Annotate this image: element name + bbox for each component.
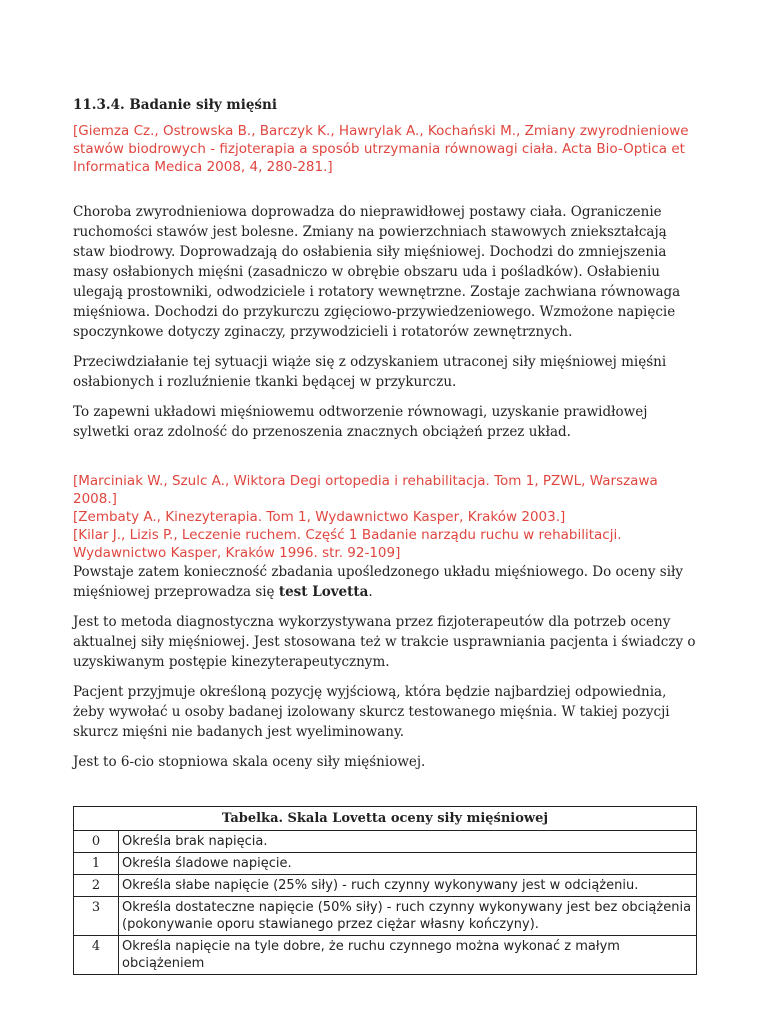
table-row [74, 831, 697, 853]
paragraph-4-end: . [368, 584, 373, 600]
grade-cell: 1 [74, 853, 119, 875]
grade-cell: 2 [74, 875, 119, 897]
citation-block-1 [73, 122, 698, 176]
paragraph-3: To zapewni układowi mięśniowemu odtworzenie równowagi, uzyskanie prawidłowej sylwetki oraz zdolność do przenoszenia znacznych obciążeń przez układ. [73, 404, 648, 440]
section-heading: 11.3.4. Badanie siły mięśni [73, 97, 277, 113]
document-page [73, 96, 698, 975]
grade-cell: 4 [74, 936, 119, 975]
table-row [74, 853, 697, 875]
citation-zembaty: [Zembaty A., Kinezyterapia. Tom 1, Wydawnictwo Kasper, Kraków 2003.] [73, 509, 566, 525]
test-lovetta-term: test Lovetta [278, 584, 369, 600]
paragraph-1: Choroba zwyrodnieniowa doprowadza do nieprawidłowej postawy ciała. Ograniczenie ruchomości stawów jest bolesne. Zmiany na powierzchniach stawowych zniekształcają staw biodrowy. Doprowadzają do osłabienia siły mięśniowej. Dochodzi do zmniejszenia masy osłabionych mięśni (zasadniczo w obrębie obszaru uda i pośladków). Osłabieniu ulegają prostowniki, odwodziciele i rotatory wewnętrzne. Zostaje zachwiana równowaga mięśniowa. Dochodzi do przykurczu zgięciowo-przywiedzeniowego. Wzmożone napięcie spoczynkowe dotyczy zginaczy, przywodzicieli i rotatorów zewnętrznych. [73, 204, 681, 340]
description-cell: Określa brak napięcia. [119, 831, 697, 853]
table-caption: Tabelka. Skala Lovetta oceny siły mięśniowej [74, 807, 697, 831]
description-cell: Określa śladowe napięcie. [119, 853, 697, 875]
citation-block-2 [73, 472, 698, 562]
table-row [74, 875, 697, 897]
citation-marciniak: [Marciniak W., Szulc A., Wiktora Degi ortopedia i rehabilitacja. Tom 1, PZWL, Warszawa 2008.] [73, 473, 658, 507]
citation-giemza: [Giemza Cz., Ostrowska B., Barczyk K., Hawrylak A., Kochański M., Zmiany zwyrodnieniowe stawów biodrowych - fizjoterapia a sposób utrzymania równowagi ciała. Acta Bio-Optica et Informatica Medica 2008, 4, 280-281.] [73, 123, 689, 175]
description-cell: Określa dostateczne napięcie (50% siły) - ruch czynny wykonywany jest bez obciążenia (pokonywanie oporu stawianego przez ciężar własny kończyny). [119, 897, 697, 936]
paragraph-7: Jest to 6-cio stopniowa skala oceny siły mięśniowej. [73, 754, 426, 770]
paragraph-5: Jest to metoda diagnostyczna wykorzystywana przez fizjoterapeutów dla potrzeb oceny aktualnej siły mięśniowej. Jest stosowana też w trakcie usprawniania pacjenta i świadczy o uzyskiwanym postępie kinezyterapeutycznym. [73, 614, 696, 670]
table-header-row [74, 807, 697, 831]
grade-cell: 3 [74, 897, 119, 936]
citation-kilar: [Kilar J., Lizis P., Leczenie ruchem. Część 1 Badanie narządu ruchu w rehabilitacji. Wydawnictwo Kasper, Kraków 1996. str. 92-109] [73, 527, 622, 561]
lovett-scale-table [73, 806, 697, 975]
paragraph-4 [73, 562, 698, 602]
paragraph-4-text: Powstaje zatem konieczność zbadania upośledzonego układu mięśniowego. Do oceny siły mięśniowej przeprowadza się [73, 564, 684, 600]
grade-cell: 0 [74, 831, 119, 853]
table-row [74, 936, 697, 975]
description-cell: Określa słabe napięcie (25% siły) - ruch czynny wykonywany jest w odciążeniu. [119, 875, 697, 897]
paragraph-6: Pacjent przyjmuje określoną pozycję wyjściową, która będzie najbardziej odpowiednia, żeby wywołać u osoby badanej izolowany skurcz testowanego mięśnia. W takiej pozycji skurcz mięśni nie badanych jest wyeliminowany. [73, 684, 670, 740]
table-row [74, 897, 697, 936]
description-cell: Określa napięcie na tyle dobre, że ruchu czynnego można wykonać z małym obciążeniem [119, 936, 697, 975]
paragraph-2: Przeciwdziałanie tej sytuacji wiąże się z odzyskaniem utraconej siły mięśniowej mięśni osłabionych i rozluźnienie tkanki będącej w przykurczu. [73, 354, 667, 390]
